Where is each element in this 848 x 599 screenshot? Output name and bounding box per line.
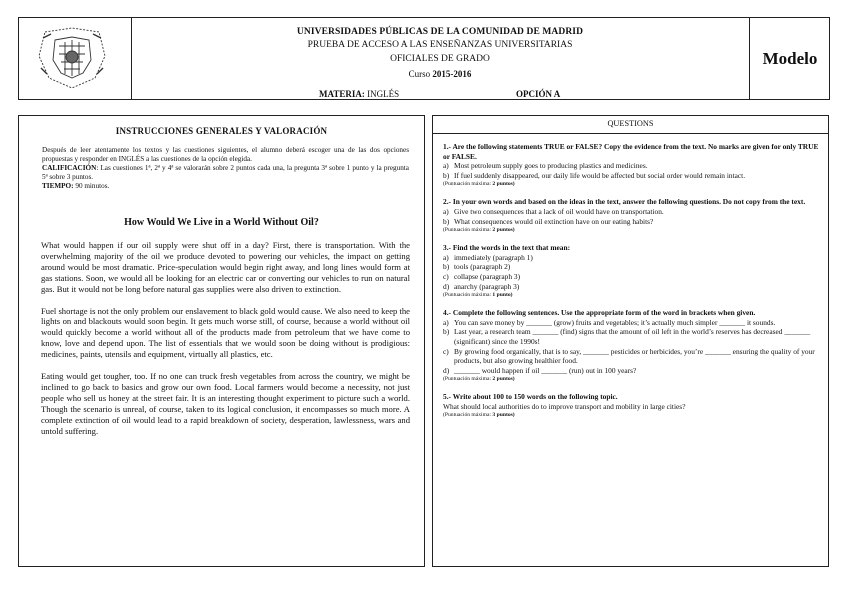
list-item [443,253,819,263]
score-note [443,180,819,188]
item-letter: b) [443,170,450,180]
questions-list [443,142,819,428]
item-letter: a) [443,161,449,171]
question-title: 3.- Find the words in the text that mean: [443,243,571,253]
essay-title: How Would We Live in a World Without Oil? [124,217,319,228]
item-text: Last year, a research team _______ (find) signs that the amount of oil left in the world’s reserves has decreased _______ (significant) since the 1990s! [454,327,811,346]
score-value: 2 puntos) [492,376,515,383]
item-letter: a) [443,252,449,262]
item-letter: a) [443,317,449,327]
divider [433,133,828,134]
item-letter: b) [443,262,450,272]
item-letter: b) [443,216,450,226]
list-item [443,207,819,217]
course-line [131,69,749,79]
essay-body [41,240,410,448]
question-title: 1.- Are the following statements TRUE or FALSE? Copy the evidence from the text. No marks are given for only TRUE or FALSE. [443,142,819,161]
item-letter: b) [443,327,450,337]
exam-title-line2: OFICIALES DE GRADO [390,54,490,64]
item-text: immediately (paragraph 1) [454,252,533,262]
item-text: Give two consequences that a lack of oil would have on transportation. [454,206,664,216]
exam-title-line1: PRUEBA DE ACCESO A LAS ENSEÑANZAS UNIVERSITARIAS [307,40,573,50]
question-title: 5.- Write about 100 to 150 words on the following topic. [443,392,618,402]
list-item [443,217,819,227]
item-letter: a) [443,206,449,216]
list-item [443,318,819,328]
item-text: tools (paragraph 2) [454,262,511,272]
question-title: 4.- Complete the following sentences. Use the appropriate form of the word in brackets when given. [443,308,756,318]
score-note [443,226,819,234]
materia-label: MATERIA: [319,89,365,99]
essay-paragraph: What would happen if our oil supply were shut off in a day? First, there is transportation. With the overwhelming majority of the oil we produce devoted to powering our vehicles, the impact on getting around would be most dramatic. Price-speculation would begin right away, and long lines would form at gas stations. Soon, we would all be looking for an electric car or converting our vehicles to run on natural gas. But it would not be long before natural gas supplies were also driven to extinction. [41,240,410,294]
questions-heading: QUESTIONS [607,119,654,128]
item-text: By growing food organically, that is to say, _______ pesticides or herbicides, you’re _______ ensuring the quality of your products, but also growing healthier food. [454,346,815,366]
item-letter: d) [443,365,450,375]
question-2 [443,197,819,234]
item-letter: c) [443,346,449,356]
question-4 [443,308,819,383]
score-label: (Puntuación máxima: [443,292,492,299]
exam-header [18,17,830,100]
item-text: Most petroleum supply goes to producing plastics and medicines. [454,161,648,171]
tiempo [42,182,409,191]
tiempo-label: TIEMPO: [42,182,74,190]
logo-cell [19,18,132,99]
item-text: anarchy (paragraph 3) [454,281,520,291]
item-text: If fuel suddenly disappeared, our daily life would be affected but social order would remain intact. [454,170,746,180]
materia [319,89,399,99]
question-3 [443,243,819,299]
questions-panel [432,115,829,567]
course-year: 2015-2016 [432,69,472,79]
list-item [443,272,819,282]
list-item [443,282,819,292]
item-letter: c) [443,271,449,281]
instructions-block [42,146,409,191]
instructions-intro: Después de leer atentamente los textos y las cuestiones siguientes, el alumno deberá escoger una de las dos opciones propuestas y responder en INGLÉS a las cuestiones de la opción elegida. [42,146,409,163]
score-label: (Puntuación máxima: [443,181,492,188]
calificacion-label: CALIFICACIÓN [42,164,97,172]
essay-paragraph: Fuel shortage is not the only problem our enslavement to black gold would cause. We also need to keep the lights on and blackouts would soon begin. It gets much worse still, of course, because a world without oil would quickly become a world without all of the products made from petroleum that we have come to know, love and depend upon. The list of essentials that we would soon be doing without is prodigious: medicines, paints, utensils and equipment, virtually all plastics, etc. [41,305,410,360]
score-value: 2 puntos) [492,181,515,188]
university-name: UNIVERSIDADES PÚBLICAS DE LA COMUNIDAD DE MADRID [296,27,584,37]
score-label: (Puntuación máxima: [443,227,492,234]
list-item [443,262,819,272]
option-label: OPCIÓN A [516,89,561,99]
score-value: 2 puntos) [492,227,515,234]
score-value: 1 punto) [492,292,513,299]
score-value: 3 puntos) [492,412,515,419]
score-note [443,411,819,419]
item-text: _______ would happen if oil _______ (run) out in 100 years? [454,365,637,375]
score-note [443,375,819,383]
materia-value: INGLÉS [367,89,400,99]
list-item [443,161,819,171]
tiempo-text: 90 minutos. [73,182,110,190]
score-note [443,291,819,299]
question-1 [443,142,819,188]
calificacion-text: : Las cuestiones 1ª, 2ª y 4ª se valorarán sobre 2 puntos cada una, la pregunta 3ª sobre 1 punto y la pregunta 5ª sobre 3 puntos. [42,164,409,181]
calificacion [42,164,409,182]
item-letter: d) [443,281,450,291]
university-crest-icon [33,26,111,90]
question-title: 2.- In your own words and based on the ideas in the text, answer the following questions. Do not copy from the text. [443,197,806,207]
item-text: What consequences would oil extinction have on our eating habits? [454,216,654,226]
essay-paragraph: Eating would get tougher, too. If no one can truck fresh vegetables from across the country, we might be inclined to go back to basics and grow our own food. Local farmers would become a necessity, not just people who sell us honey at the street fair. It is an interesting thought experiment to picture such a world. Though the scenario is unreal, of course, taken to its logical conclusion, it encompasses so much more. A complete extinction of oil would lead to a rapid breakdown of society, desperation, lawlessness, wars and untold suffering. [41,371,410,436]
item-text: collapse (paragraph 3) [454,271,521,281]
question-5 [443,392,819,419]
item-text: You can save money by _______ (grow) fruits and vegetables; it’s actually much simpler _______ it sounds. [454,317,776,327]
modelo-cell [749,18,830,99]
list-item [443,327,819,346]
score-label: (Puntuación máxima: [443,412,492,419]
list-item [443,366,819,376]
modelo-label: Modelo [762,48,818,68]
score-label: (Puntuación máxima: [443,376,492,383]
list-item [443,347,819,366]
text-panel [18,115,425,567]
list-item [443,171,819,181]
instructions-title: INSTRUCCIONES GENERALES Y VALORACIÓN [115,126,328,136]
course-label: Curso [408,69,431,79]
title-cell [131,18,749,99]
question-topic: What should local authorities do to improve transport and mobility in large cities? [443,401,686,411]
